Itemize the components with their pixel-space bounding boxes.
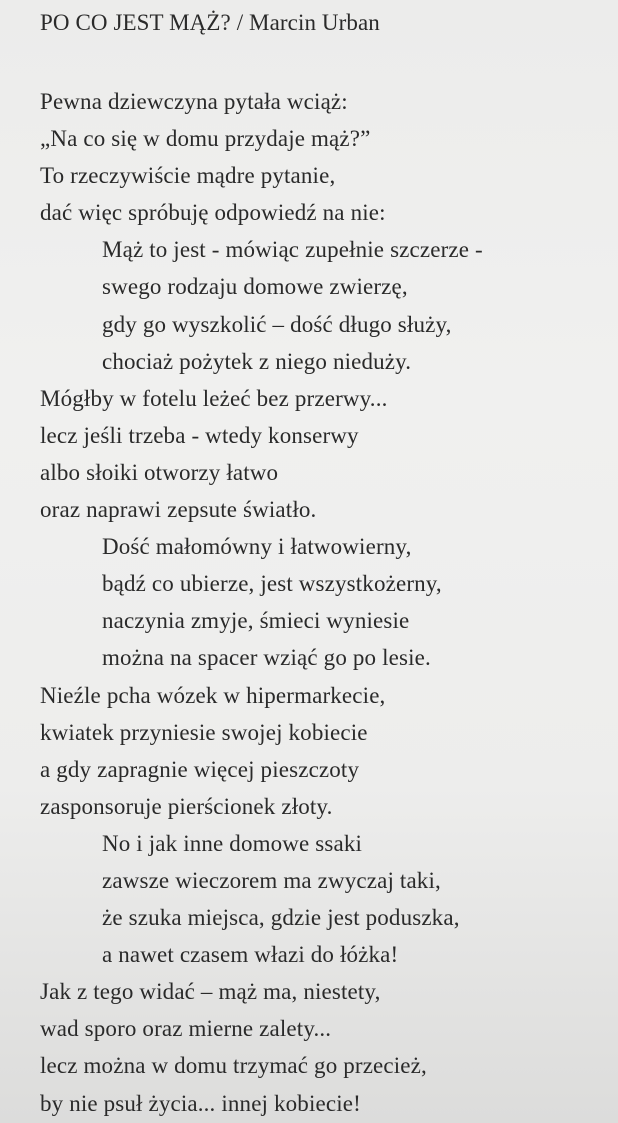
poem-line: Mąż to jest - mówiąc zupełnie szczerze -: [102, 237, 483, 263]
poem-line: Jak z tego widać – mąż ma, niestety,: [40, 979, 381, 1005]
poem-line: lecz jeśli trzeba - wtedy konserwy: [40, 422, 359, 448]
poem-line: gdy go wyszkolić – dość długo służy,: [102, 311, 452, 337]
poem-line: Nieźle pcha wózek w hipermarkecie,: [40, 682, 386, 708]
poem-line: a gdy zapragnie więcej pieszczoty: [40, 756, 360, 782]
poem-line: chociaż pożytek z niego nieduży.: [102, 348, 412, 374]
poem-line: kwiatek przyniesie swojej kobiecie: [40, 719, 368, 745]
poem-line: wad sporo oraz mierne zalety...: [40, 1016, 332, 1042]
poem-line: albo słoiki otworzy łatwo: [40, 459, 279, 485]
poem-line: Mógłby w fotelu leżeć bez przerwy...: [40, 385, 388, 411]
poem-line: by nie psuł życia... innej kobiecie!: [40, 1090, 361, 1116]
poem-line: Pewna dziewczyna pytała wciąż:: [40, 89, 348, 114]
poem-title: PO CO JEST MĄŻ? / Marcin Urban: [40, 10, 380, 35]
poem-body: [40, 83, 618, 1122]
poem-line: że szuka miejsca, gdzie jest poduszka,: [102, 905, 460, 931]
poem-line: No i jak inne domowe ssaki: [102, 830, 363, 856]
poem-line: bądź co ubierze, jest wszystkożerny,: [102, 571, 442, 597]
poem-line: lecz można w domu trzymać go przecież,: [40, 1053, 427, 1079]
poem-line: „Na co się w domu przydaje mąż?”: [40, 126, 371, 152]
poem-line: dać więc spróbuję odpowiedź na nie:: [40, 200, 386, 226]
poem-line: zawsze wieczorem ma zwyczaj taki,: [102, 867, 441, 893]
poem-line: Dość małomówny i łatwowierny,: [102, 534, 412, 560]
poem-line: oraz naprawi zepsute światło.: [40, 497, 317, 523]
poem-line: naczynia zmyje, śmieci wyniesie: [102, 608, 410, 634]
poem-line: swego rodzaju domowe zwierzę,: [102, 274, 408, 300]
poem-line: można na spacer wziąć go po lesie.: [102, 645, 431, 671]
poem-line: zasponsoruje pierścionek złoty.: [40, 793, 333, 819]
poem-line: a nawet czasem włazi do łóżka!: [102, 942, 399, 968]
poem-line: To rzeczywiście mądre pytanie,: [40, 163, 336, 189]
